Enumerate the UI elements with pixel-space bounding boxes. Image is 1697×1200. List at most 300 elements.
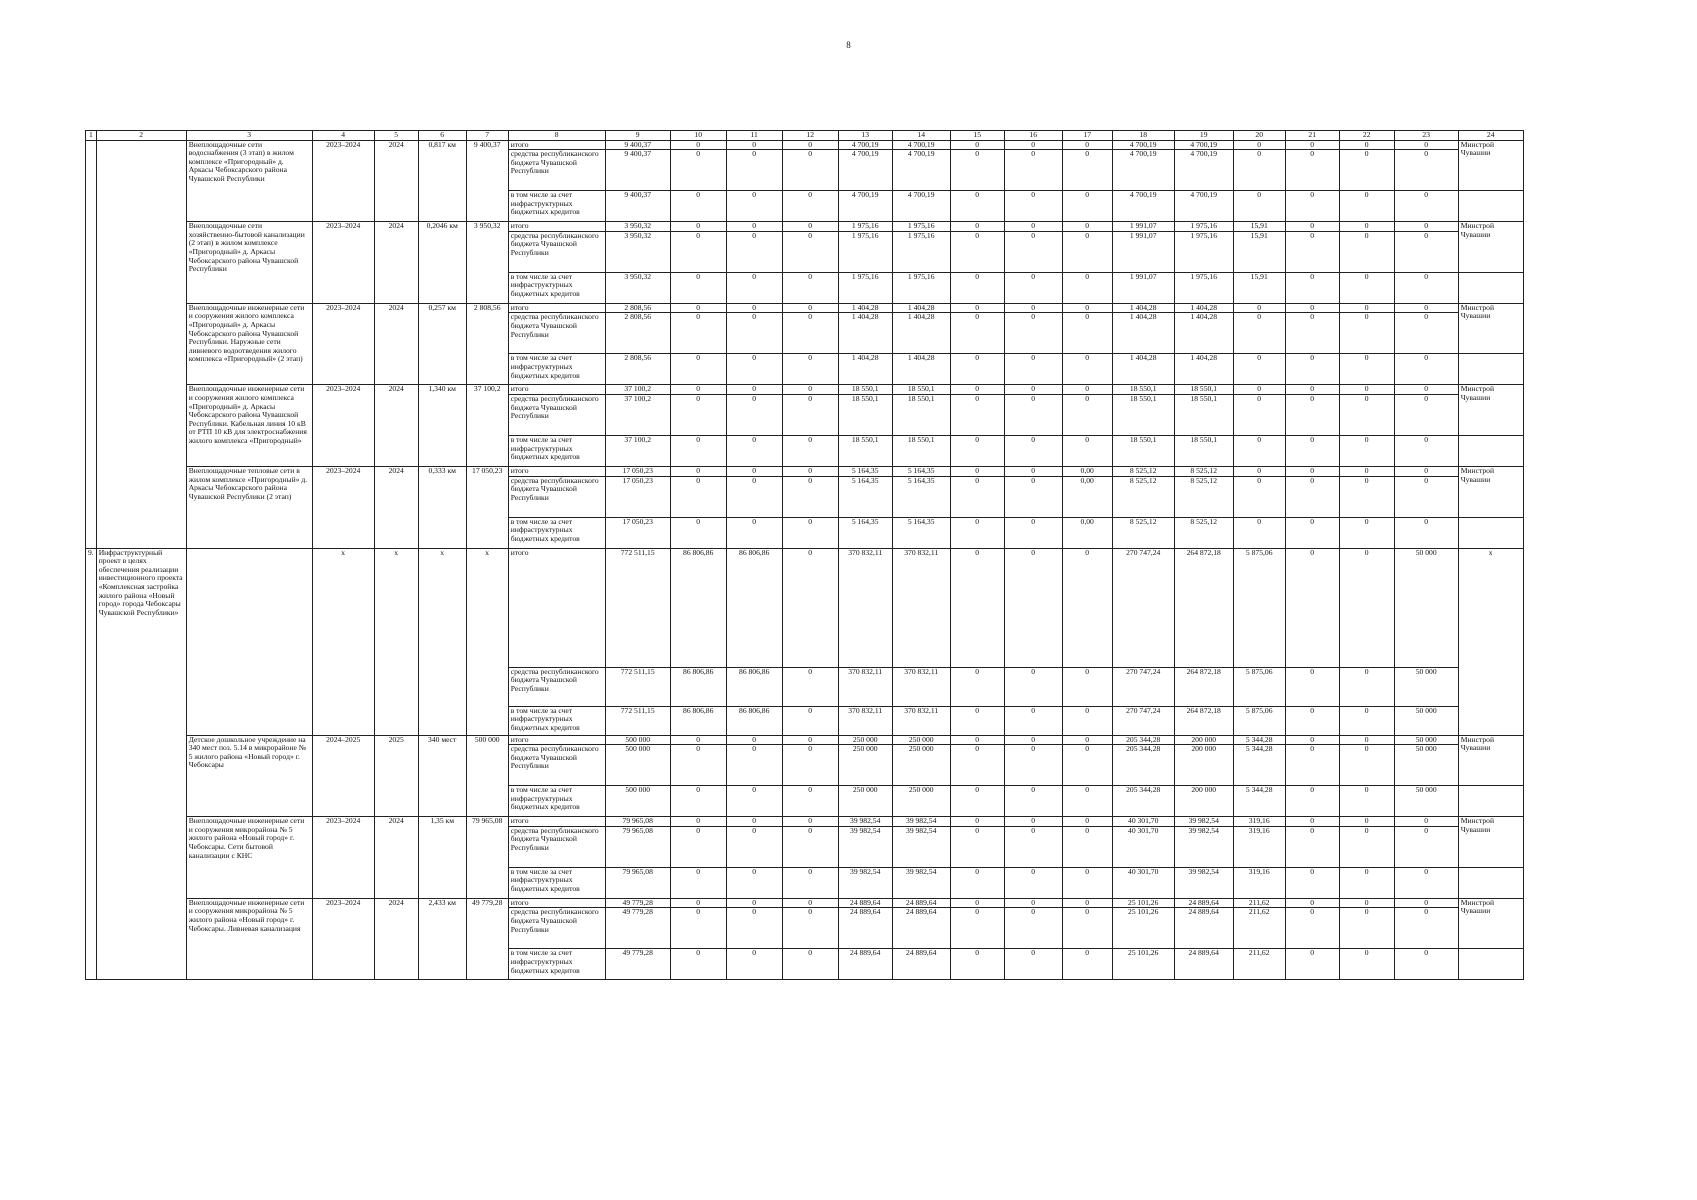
fin-value-cell: 0 [1062, 394, 1112, 435]
fin-source-label: средства республиканского бюджета Чувашской Республики [508, 150, 605, 191]
fin-value-cell: 0 [1062, 898, 1112, 908]
fin-value-cell: 37 100,2 [605, 435, 670, 466]
empty-cell [1458, 435, 1523, 466]
fin-value-cell: 1 975,16 [1174, 272, 1233, 303]
fin-value-cell: 500 000 [605, 786, 670, 817]
fin-value-cell: 0 [782, 476, 838, 517]
fin-source-label: в том числе за счет инфраструктурных бюджетных кредитов [508, 949, 605, 980]
fin-value-cell: 0 [1394, 517, 1458, 548]
fin-source-label: в том числе за счет инфраструктурных бюджетных кредитов [508, 435, 605, 466]
fin-source-label: итого [508, 548, 605, 667]
fin-value-cell: 264 872,18 [1174, 706, 1233, 735]
fin-value-cell: 0 [1339, 476, 1394, 517]
fin-value-cell: 0 [1285, 745, 1339, 786]
fin-value-cell: 0 [1339, 272, 1394, 303]
fin-value-cell: 0 [950, 303, 1004, 313]
fin-source-label: средства республиканского бюджета Чувашской Республики [508, 231, 605, 272]
fin-value-cell: 0 [950, 140, 1004, 150]
fin-value-cell: 8 525,12 [1174, 517, 1233, 548]
fin-value-cell: 0 [1004, 435, 1062, 466]
fin-value-cell: 49 779,28 [605, 898, 670, 908]
fin-value-cell: 4 700,19 [1174, 140, 1233, 150]
fin-value-cell: 86 806,86 [670, 667, 726, 706]
fin-value-cell: 9 400,37 [605, 140, 670, 150]
period-cell: 2023–2024 [312, 385, 374, 467]
fin-value-cell: 18 550,1 [1174, 435, 1233, 466]
fin-value-cell: 37 100,2 [605, 394, 670, 435]
fin-value-cell: 4 700,19 [892, 140, 950, 150]
fin-value-cell: 39 982,54 [838, 817, 892, 827]
fin-value-cell: 250 000 [892, 745, 950, 786]
fin-value-cell: 1 975,16 [892, 231, 950, 272]
fin-value-cell: 0 [1285, 667, 1339, 706]
fin-value-cell: 0 [782, 745, 838, 786]
fin-value-cell: 0 [1004, 949, 1062, 980]
cost-cell: 79 965,08 [466, 817, 508, 899]
fin-value-cell: 0 [950, 735, 1004, 745]
fin-value-cell: 8 525,12 [1112, 517, 1174, 548]
fin-value-cell: 0 [1394, 898, 1458, 908]
fin-value-cell: 0 [1285, 140, 1339, 150]
fin-value-cell: 0 [1004, 735, 1062, 745]
investment-table [85, 130, 1524, 980]
fin-value-cell: 0 [1233, 354, 1285, 385]
fin-value-cell: 86 806,86 [670, 548, 726, 667]
table-row [86, 303, 1524, 313]
fin-value-cell: 0 [1062, 354, 1112, 385]
fin-source-label: итого [508, 222, 605, 232]
fin-value-cell: 0 [726, 150, 782, 191]
fin-value-cell: 370 832,11 [892, 706, 950, 735]
fin-value-cell: 0 [670, 786, 726, 817]
header-col-9: 9 [605, 131, 670, 141]
capacity-cell: 340 мест [418, 735, 466, 817]
fin-value-cell: 1 404,28 [892, 313, 950, 354]
fin-value-cell: 9 400,37 [605, 191, 670, 222]
fin-value-cell: 0 [1394, 435, 1458, 466]
fin-source-label: в том числе за счет инфраструктурных бюджетных кредитов [508, 354, 605, 385]
fin-value-cell: 250 000 [892, 735, 950, 745]
object-name-cell: Внеплощадочные инженерные сети и сооружения жилого комплекса «Пригородный» д. Аркасы Чебоксарского района Чувашской Республики. Наружные сети ливневого водоотведения жилого комплекса «Пригородный» (2 этап) [186, 303, 312, 385]
fin-source-label: средства республиканского бюджета Чувашской Республики [508, 394, 605, 435]
table-row [86, 735, 1524, 745]
capacity-cell: 2,433 км [418, 898, 466, 980]
fin-value-cell: 0 [1285, 867, 1339, 898]
fin-value-cell: 0 [1339, 150, 1394, 191]
fin-source-label: в том числе за счет инфраструктурных бюджетных кредитов [508, 706, 605, 735]
fin-value-cell: 0 [1394, 313, 1458, 354]
fin-value-cell: 0 [1339, 222, 1394, 232]
fin-value-cell: 0 [1339, 140, 1394, 150]
fin-value-cell: 0 [1062, 140, 1112, 150]
fin-value-cell: 4 700,19 [1112, 140, 1174, 150]
fin-value-cell: 0 [1394, 476, 1458, 517]
fin-value-cell: 4 700,19 [1112, 191, 1174, 222]
fin-value-cell: 0 [1004, 303, 1062, 313]
fin-value-cell: 0 [1339, 898, 1394, 908]
fin-value-cell: 15,91 [1233, 272, 1285, 303]
fin-value-cell: 270 747,24 [1112, 706, 1174, 735]
fin-value-cell: 370 832,11 [838, 548, 892, 667]
fin-value-cell: 0 [726, 735, 782, 745]
fin-value-cell: 18 550,1 [892, 385, 950, 395]
empty-cell [1458, 949, 1523, 980]
fin-value-cell: 772 511,15 [605, 667, 670, 706]
fin-value-cell: 319,16 [1233, 867, 1285, 898]
fin-value-cell: 0 [1339, 435, 1394, 466]
header-col-21: 21 [1285, 131, 1339, 141]
fin-value-cell: 250 000 [838, 745, 892, 786]
fin-value-cell: 0 [1285, 949, 1339, 980]
fin-value-cell: 0 [726, 817, 782, 827]
fin-value-cell: 250 000 [892, 786, 950, 817]
fin-value-cell: 0 [1062, 786, 1112, 817]
fin-value-cell: 0 [782, 706, 838, 735]
fin-value-cell: 0 [782, 222, 838, 232]
fin-value-cell: 0 [1285, 908, 1339, 949]
fin-value-cell: 0 [1394, 826, 1458, 867]
fin-value-cell: 0 [950, 898, 1004, 908]
fin-value-cell: 39 982,54 [1174, 817, 1233, 827]
capacity-cell: 0,817 км [418, 140, 466, 222]
fin-value-cell: 40 301,70 [1112, 817, 1174, 827]
fin-value-cell: 0 [726, 140, 782, 150]
fin-value-cell: 0 [1004, 908, 1062, 949]
fin-value-cell: 0 [1004, 745, 1062, 786]
fin-value-cell: 0 [1394, 150, 1458, 191]
fin-value-cell: 5 164,35 [838, 517, 892, 548]
fin-value-cell: 1 404,28 [1112, 354, 1174, 385]
fin-value-cell: 0 [1004, 150, 1062, 191]
period-cell: 2023–2024 [312, 303, 374, 385]
fin-value-cell: 0 [726, 898, 782, 908]
fin-value-cell: 50 000 [1394, 745, 1458, 786]
fin-value-cell: 0 [670, 735, 726, 745]
fin-value-cell: 0 [1004, 394, 1062, 435]
completion-year-cell: 2024 [374, 817, 418, 899]
fin-value-cell: 39 982,54 [838, 826, 892, 867]
fin-source-label: в том числе за счет инфраструктурных бюджетных кредитов [508, 786, 605, 817]
fin-source-label: итого [508, 898, 605, 908]
fin-value-cell: 0 [1285, 354, 1339, 385]
fin-value-cell: 1 404,28 [838, 303, 892, 313]
fin-value-cell: 0 [1004, 706, 1062, 735]
fin-value-cell: 0 [950, 394, 1004, 435]
fin-value-cell: 1 404,28 [838, 354, 892, 385]
fin-value-cell: 0 [726, 191, 782, 222]
fin-value-cell: 0 [670, 231, 726, 272]
fin-value-cell: 0 [782, 140, 838, 150]
fin-value-cell: 0 [782, 826, 838, 867]
fin-value-cell: 0 [782, 548, 838, 667]
fin-value-cell: 0 [950, 786, 1004, 817]
cost-cell: 500 000 [466, 735, 508, 817]
fin-value-cell: 0 [782, 385, 838, 395]
fin-value-cell: 0 [1394, 949, 1458, 980]
fin-value-cell: 18 550,1 [1112, 394, 1174, 435]
header-col-20: 20 [1233, 131, 1285, 141]
fin-value-cell: 0 [670, 817, 726, 827]
fin-source-label: в том числе за счет инфраструктурных бюджетных кредитов [508, 867, 605, 898]
project-name-cell: Инфраструктурный проект в целях обеспечения реализации инвестиционного проекта «Комплексная застройка жилого района «Новый город» города Чебоксары Чувашской Республики» [96, 548, 186, 980]
fin-value-cell: 0 [670, 826, 726, 867]
cost-cell: 9 400,37 [466, 140, 508, 222]
fin-value-cell: 772 511,15 [605, 548, 670, 667]
fin-value-cell: 0 [1394, 303, 1458, 313]
org-cell: x [1458, 548, 1523, 735]
fin-value-cell: 4 700,19 [892, 191, 950, 222]
fin-value-cell: 370 832,11 [838, 667, 892, 706]
fin-value-cell: 0 [670, 354, 726, 385]
header-col-15: 15 [950, 131, 1004, 141]
capacity-cell: 0,257 км [418, 303, 466, 385]
completion-year-cell: 2024 [374, 222, 418, 304]
capacity-cell: 1,340 км [418, 385, 466, 467]
fin-value-cell: 0 [1285, 826, 1339, 867]
fin-value-cell: 200 000 [1174, 735, 1233, 745]
fin-value-cell: 18 550,1 [1174, 385, 1233, 395]
fin-value-cell: 0 [1004, 476, 1062, 517]
cost-cell: 17 050,23 [466, 466, 508, 548]
fin-value-cell: 3 950,32 [605, 272, 670, 303]
period-cell: 2024–2025 [312, 735, 374, 817]
fin-value-cell: 39 982,54 [1174, 867, 1233, 898]
fin-value-cell: 0 [782, 817, 838, 827]
fin-value-cell: 0 [1062, 385, 1112, 395]
fin-value-cell: 25 101,26 [1112, 908, 1174, 949]
fin-value-cell: 0 [1394, 867, 1458, 898]
table-row [86, 222, 1524, 232]
fin-value-cell: 0 [1394, 140, 1458, 150]
fin-value-cell: 0 [1339, 354, 1394, 385]
fin-value-cell: 1 975,16 [838, 272, 892, 303]
fin-value-cell: 18 550,1 [838, 435, 892, 466]
fin-source-label: в том числе за счет инфраструктурных бюджетных кредитов [508, 191, 605, 222]
responsible-org-cell: Минстрой Чувашии [1458, 898, 1523, 949]
fin-value-cell: 0 [670, 222, 726, 232]
header-col-23: 23 [1394, 131, 1458, 141]
responsible-org-cell: Минстрой Чувашии [1458, 303, 1523, 354]
fin-value-cell: 1 404,28 [892, 303, 950, 313]
fin-value-cell: 5 875,06 [1233, 667, 1285, 706]
fin-source-label: итого [508, 140, 605, 150]
fin-value-cell: 39 982,54 [892, 826, 950, 867]
fin-value-cell: 4 700,19 [1174, 191, 1233, 222]
fin-value-cell: 319,16 [1233, 817, 1285, 827]
fin-value-cell: 0 [726, 222, 782, 232]
fin-value-cell: 772 511,15 [605, 706, 670, 735]
fin-value-cell: 0 [670, 898, 726, 908]
fin-value-cell: 5 164,35 [892, 476, 950, 517]
fin-source-label: средства республиканского бюджета Чувашской Республики [508, 826, 605, 867]
fin-value-cell: 0 [950, 908, 1004, 949]
period-cell: x [312, 548, 374, 735]
fin-value-cell: 0 [1339, 706, 1394, 735]
fin-value-cell: 1 404,28 [1174, 303, 1233, 313]
fin-value-cell: 0 [726, 745, 782, 786]
fin-value-cell: 17 050,23 [605, 466, 670, 476]
fin-value-cell: 1 404,28 [1112, 313, 1174, 354]
fin-value-cell: 0 [726, 385, 782, 395]
fin-value-cell: 4 700,19 [1112, 150, 1174, 191]
cost-cell: 2 808,56 [466, 303, 508, 385]
fin-value-cell: 205 344,28 [1112, 735, 1174, 745]
fin-value-cell: 0 [950, 272, 1004, 303]
fin-value-cell: 8 525,12 [1174, 466, 1233, 476]
completion-year-cell: x [374, 548, 418, 735]
fin-value-cell: 0 [670, 140, 726, 150]
fin-value-cell: 0 [670, 517, 726, 548]
fin-value-cell: 24 889,64 [892, 898, 950, 908]
fin-value-cell: 50 000 [1394, 548, 1458, 667]
fin-value-cell: 18 550,1 [1112, 385, 1174, 395]
fin-value-cell: 0 [1285, 786, 1339, 817]
fin-value-cell: 0 [1062, 435, 1112, 466]
fin-value-cell: 0 [1285, 476, 1339, 517]
fin-value-cell: 0 [1233, 140, 1285, 150]
fin-value-cell: 0 [1004, 826, 1062, 867]
fin-value-cell: 0 [726, 476, 782, 517]
fin-value-cell: 18 550,1 [838, 394, 892, 435]
fin-value-cell: 0 [1062, 313, 1112, 354]
responsible-org-cell: Минстрой Чувашии [1458, 385, 1523, 436]
fin-value-cell: 211,62 [1233, 898, 1285, 908]
cost-cell: 49 779,28 [466, 898, 508, 980]
fin-value-cell: 39 982,54 [1174, 826, 1233, 867]
fin-value-cell: 0 [1285, 817, 1339, 827]
header-col-22: 22 [1339, 131, 1394, 141]
capacity-cell: 1,35 км [418, 817, 466, 899]
fin-value-cell: 17 050,23 [605, 517, 670, 548]
fin-value-cell: 0 [1004, 898, 1062, 908]
fin-value-cell: 2 808,56 [605, 313, 670, 354]
period-cell: 2023–2024 [312, 140, 374, 222]
table-body [86, 131, 1524, 980]
fin-value-cell: 39 982,54 [892, 867, 950, 898]
fin-value-cell: 0 [782, 786, 838, 817]
fin-value-cell: 0 [950, 313, 1004, 354]
fin-value-cell: 0 [726, 303, 782, 313]
fin-value-cell: 0 [950, 354, 1004, 385]
fin-source-label: средства республиканского бюджета Чувашской Республики [508, 667, 605, 706]
fin-value-cell: 0 [782, 313, 838, 354]
fin-value-cell: 3 950,32 [605, 231, 670, 272]
fin-value-cell: 8 525,12 [1112, 476, 1174, 517]
fin-value-cell: 0 [1062, 667, 1112, 706]
fin-value-cell: 0 [670, 476, 726, 517]
fin-value-cell: 0 [1233, 517, 1285, 548]
header-col-19: 19 [1174, 131, 1233, 141]
fin-source-label: итого [508, 303, 605, 313]
object-name-cell: Внеплощадочные инженерные сети и сооружения микрорайона № 5 жилого района «Новый город» г. Чебоксары. Сети бытовой канализации с КНС [186, 817, 312, 899]
fin-value-cell: 79 965,08 [605, 867, 670, 898]
fin-value-cell: 0 [950, 466, 1004, 476]
fin-source-label: итого [508, 735, 605, 745]
fin-source-label: итого [508, 466, 605, 476]
fin-value-cell: 5 164,35 [838, 466, 892, 476]
fin-value-cell: 86 806,86 [670, 706, 726, 735]
fin-value-cell: 3 950,32 [605, 222, 670, 232]
fin-value-cell: 370 832,11 [838, 706, 892, 735]
fin-value-cell: 0 [1339, 735, 1394, 745]
project-name-cell [96, 140, 186, 548]
cost-cell: 3 950,32 [466, 222, 508, 304]
fin-value-cell: 8 525,12 [1174, 476, 1233, 517]
fin-value-cell: 0,00 [1062, 517, 1112, 548]
fin-value-cell: 0 [950, 826, 1004, 867]
fin-value-cell: 0 [1062, 745, 1112, 786]
header-col-10: 10 [670, 131, 726, 141]
fin-value-cell: 0 [1285, 313, 1339, 354]
fin-source-label: итого [508, 385, 605, 395]
fin-value-cell: 9 400,37 [605, 150, 670, 191]
fin-value-cell: 0 [782, 867, 838, 898]
fin-value-cell: 0 [670, 867, 726, 898]
fin-value-cell: 0 [950, 150, 1004, 191]
fin-value-cell: 0 [726, 272, 782, 303]
empty-cell [1458, 272, 1523, 303]
header-col-11: 11 [726, 131, 782, 141]
summary-fin-row [86, 548, 1524, 667]
fin-value-cell: 0 [1339, 231, 1394, 272]
fin-value-cell: 24 889,64 [838, 949, 892, 980]
fin-value-cell: 24 889,64 [1174, 949, 1233, 980]
fin-value-cell: 0 [782, 394, 838, 435]
fin-value-cell: 24 889,64 [892, 908, 950, 949]
fin-value-cell: 1 975,16 [1174, 222, 1233, 232]
fin-value-cell: 0 [1004, 140, 1062, 150]
fin-value-cell: 0 [1394, 908, 1458, 949]
fin-value-cell: 0 [1062, 908, 1112, 949]
completion-year-cell: 2024 [374, 466, 418, 548]
fin-value-cell: 0 [1233, 435, 1285, 466]
fin-value-cell: 0 [670, 745, 726, 786]
fin-source-label: средства республиканского бюджета Чувашской Республики [508, 745, 605, 786]
fin-value-cell: 270 747,24 [1112, 548, 1174, 667]
fin-value-cell: 0 [782, 949, 838, 980]
fin-value-cell: 0 [1394, 385, 1458, 395]
fin-value-cell: 5 344,28 [1233, 735, 1285, 745]
fin-value-cell: 0 [1339, 867, 1394, 898]
fin-value-cell: 0 [1285, 222, 1339, 232]
fin-value-cell: 8 525,12 [1112, 466, 1174, 476]
fin-value-cell: 1 404,28 [892, 354, 950, 385]
completion-year-cell: 2024 [374, 385, 418, 467]
fin-value-cell: 0 [950, 385, 1004, 395]
fin-value-cell: 0 [950, 231, 1004, 272]
responsible-org-cell: Минстрой Чувашии [1458, 222, 1523, 273]
responsible-org-cell: Минстрой Чувашии [1458, 466, 1523, 517]
fin-value-cell: 0 [670, 466, 726, 476]
fin-value-cell: 15,91 [1233, 222, 1285, 232]
header-col-4: 4 [312, 131, 374, 141]
fin-value-cell: 5 875,06 [1233, 706, 1285, 735]
fin-value-cell: 4 700,19 [892, 150, 950, 191]
fin-value-cell: 0 [1285, 466, 1339, 476]
object-name-cell: Внеплощадочные сети водоснабжения (3 этап) в жилом комплексе «Пригородный» д. Аркасы Чебоксарского района Чувашской Республики [186, 140, 312, 222]
fin-value-cell: 0 [1233, 385, 1285, 395]
fin-value-cell: 79 965,08 [605, 817, 670, 827]
fin-value-cell: 0 [782, 303, 838, 313]
fin-value-cell: 0 [1004, 867, 1062, 898]
fin-value-cell: 0 [726, 466, 782, 476]
fin-value-cell: 0 [1233, 476, 1285, 517]
fin-value-cell: 25 101,26 [1112, 898, 1174, 908]
table-row [86, 385, 1524, 395]
fin-value-cell: 18 550,1 [892, 435, 950, 466]
fin-value-cell: 1 975,16 [892, 272, 950, 303]
fin-value-cell: 0 [1285, 435, 1339, 466]
